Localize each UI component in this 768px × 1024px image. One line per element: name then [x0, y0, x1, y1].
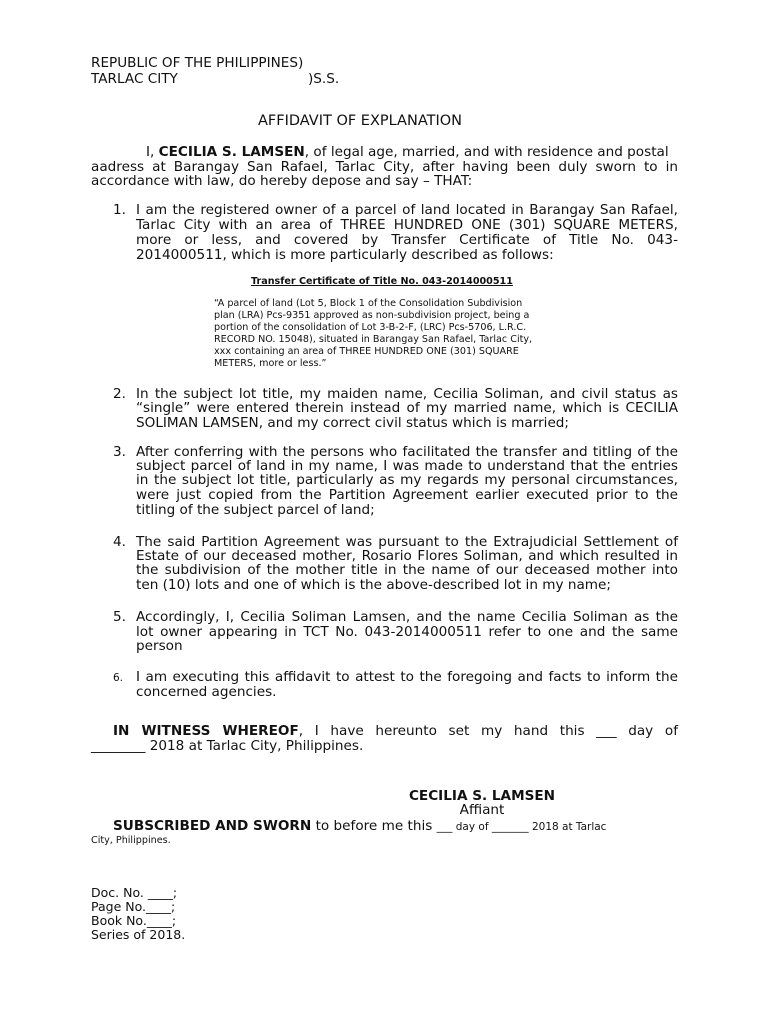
- subscribed-text-small: ___ day of _______ 2018 at Tarlac: [436, 821, 607, 833]
- affiant-name-inline: CECILIA S. LAMSEN: [158, 144, 305, 160]
- tct-description-line: portion of the consolidation of Lot 3-B-2-F, (LRC) Pcs-5706, L.R.C.: [214, 322, 527, 333]
- item-1-line: Tarlac City with an area of THREE HUNDRED ONE (301) SQUARE METERS,: [136, 217, 678, 233]
- item-3-line: titling of the subject parcel of land;: [136, 502, 375, 518]
- item-3-line: After conferring with the persons who facilitated the transfer and titling of the: [136, 444, 678, 460]
- tct-description-line: METERS, more or less.”: [214, 358, 327, 369]
- item-1-number: 1.: [113, 202, 126, 218]
- item-1-line: I am the registered owner of a parcel of land located in Barangay San Rafael,: [136, 202, 678, 218]
- intro-line-3: accordance with law, do hereby depose and say – THAT:: [91, 173, 473, 189]
- venue-city: TARLAC CITY: [91, 71, 178, 87]
- item-5-number: 5.: [113, 609, 126, 625]
- item-5-line: lot owner appearing in TCT No. 043-2014000511 refer to one and the same: [136, 624, 678, 640]
- book-number: Book No.____;: [91, 913, 177, 928]
- item-5-line: person: [136, 638, 183, 654]
- subscribed-line-2: City, Philippines.: [91, 835, 171, 846]
- item-6-line: I am executing this affidavit to attest to the foregoing and facts to inform the: [136, 669, 678, 685]
- item-4-number: 4.: [113, 534, 126, 550]
- item-6-number: 6.: [113, 672, 124, 684]
- witness-text: , I have hereunto set my hand this ___ day of: [298, 723, 678, 739]
- doc-number: Doc. No. ____;: [91, 885, 178, 900]
- affiant-role: Affiant: [459, 802, 505, 818]
- series-year: Series of 2018.: [91, 927, 186, 942]
- item-2-line: In the subject lot title, my maiden name, Cecilia Soliman, and civil status as: [136, 386, 678, 402]
- item-1-line: more or less, and covered by Transfer Certificate of Title No. 043-: [136, 232, 678, 248]
- item-2-line: SOLIMAN LAMSEN, and my correct civil status which is married;: [136, 415, 570, 431]
- item-3-line: in the subject lot title, particularly as my regards my personal circumstances,: [136, 472, 678, 488]
- item-3-line: were just copied from the Partition Agreement earlier executed prior to the: [136, 487, 678, 503]
- witness-heading: IN WITNESS WHEREOF: [113, 723, 299, 739]
- affiant-signature-name: CECILIA S. LAMSEN: [408, 788, 556, 804]
- intro-text: , of legal age, married, and with residence and postal: [304, 144, 669, 160]
- item-2-line: “single” were entered therein instead of my married name, which is CECILIA: [136, 400, 678, 416]
- subscribed-heading: SUBSCRIBED AND SWORN: [113, 818, 312, 834]
- item-4-line: The said Partition Agreement was pursuant to the Extrajudicial Settlement of: [136, 534, 678, 550]
- document-title: AFFIDAVIT OF EXPLANATION: [258, 113, 463, 129]
- item-2-number: 2.: [113, 386, 126, 402]
- tct-description-line: “A parcel of land (Lot 5, Block 1 of the Consolidation Subdivision: [214, 298, 523, 309]
- tct-description-line: plan (LRA) Pcs-9351 approved as non-subdivision project, being a: [214, 310, 530, 321]
- item-4-line: ten (10) lots and one of which is the above-described lot in my name;: [136, 577, 611, 593]
- tct-heading: Transfer Certificate of Title No. 043-2014000511: [251, 276, 513, 287]
- subscribed-text: to before me this: [311, 818, 437, 834]
- item-4-line: the subdivision of the mother title in the name of our deceased mother into: [136, 562, 678, 578]
- venue-ss: )S.S.: [308, 71, 340, 87]
- item-3-number: 3.: [113, 444, 126, 460]
- witness-line-2: ________ 2018 at Tarlac City, Philippines.: [91, 738, 364, 754]
- tct-description-line: xxx containing an area of THREE HUNDRED ONE (301) SQUARE: [214, 346, 519, 357]
- intro-line-1: [146, 145, 678, 159]
- item-4-line: Estate of our deceased mother, Rosario Flores Soliman, and which resulted in: [136, 548, 678, 564]
- item-5-line: Accordingly, I, Cecilia Soliman Lamsen, and the name Cecilia Soliman as the: [136, 609, 678, 625]
- item-6-line: concerned agencies.: [136, 684, 277, 700]
- tct-description-line: RECORD NO. 15048), situated in Barangay San Rafael, Tarlac City,: [214, 334, 533, 345]
- page-number: Page No.____;: [91, 899, 176, 914]
- intro-line-2: aadress at Barangay San Rafael, Tarlac City, after having been duly sworn to in: [91, 159, 678, 175]
- item-1-line: 2014000511, which is more particularly described as follows:: [136, 247, 554, 263]
- witness-line-1: [113, 724, 678, 738]
- intro-text: I,: [146, 144, 159, 160]
- item-3-line: subject parcel of land in my name, I was made to understand that the entries: [136, 458, 678, 474]
- venue-republic: REPUBLIC OF THE PHILIPPINES): [91, 55, 304, 71]
- subscribed-line-1: [113, 819, 606, 834]
